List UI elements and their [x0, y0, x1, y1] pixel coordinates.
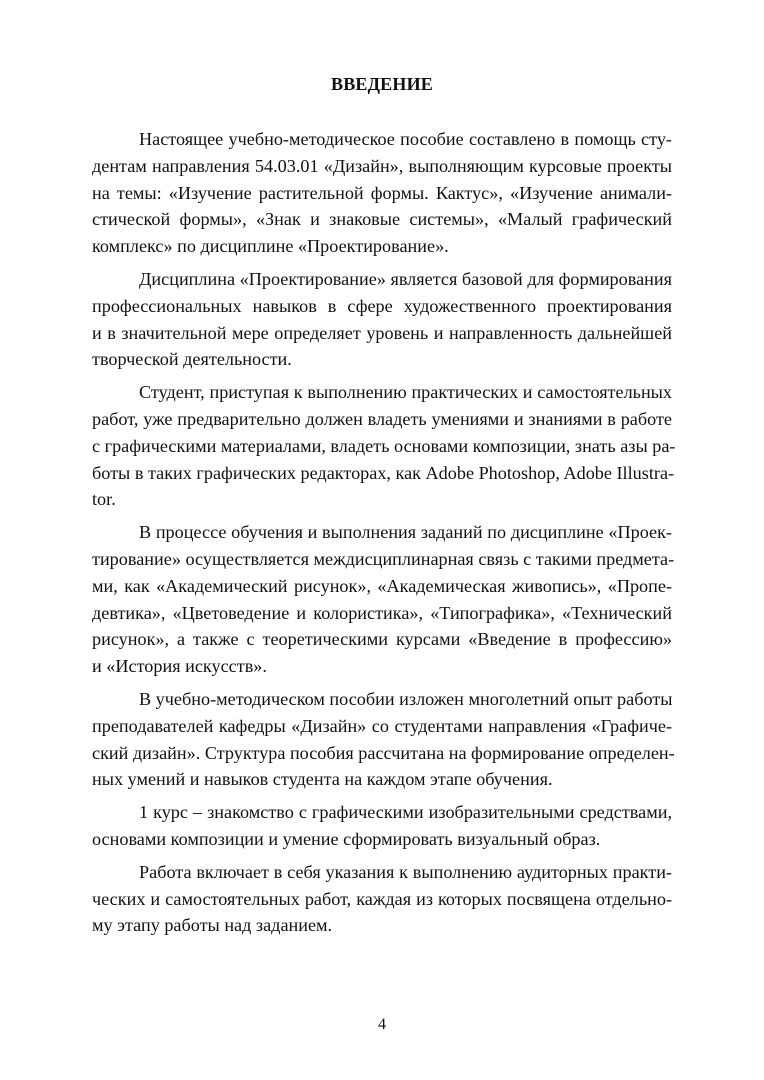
text-line: Дисциплина «Проектирование» является базовой для формирования	[139, 268, 672, 289]
text-line: девтика», «Цветоведение и колористика», «Типографика», «Технический	[92, 602, 672, 623]
text-line: дентам направления 54.03.01 «Дизайн», выполняющим курсовые проекты	[92, 155, 672, 176]
text-line: основами композиции и умение сформировать визуальный образ.	[92, 828, 601, 849]
text-line: и «История искусств».	[92, 656, 267, 677]
paragraph	[92, 126, 672, 260]
paragraph	[92, 519, 675, 680]
text-line: му этапу работы над заданием.	[92, 915, 333, 936]
text-line: стической формы», «Знак и знаковые системы», «Малый графический	[92, 209, 672, 230]
text-line: Настоящее учебно-методическое пособие составлено в помощь сту-	[139, 129, 672, 149]
paragraph	[92, 686, 675, 793]
text-line: на темы: «Изучение растительной формы. Кактус», «Изучение анимали-	[92, 182, 672, 203]
text-line: ми, как «Академический рисунок», «Академическая живопись», «Пропе-	[92, 575, 672, 596]
text-line: с графическими материалами, владеть основами композиции, знать азы ра-	[92, 435, 676, 456]
text-line: профессиональных навыков в сфере художественного проектирования	[92, 295, 672, 316]
text-line: ский дизайн». Структура пособия рассчитана на формирование определен-	[92, 742, 675, 763]
text-line: боты в таких графических редакторах, как Adobe Photoshop, Adobe Illustra-	[92, 462, 675, 483]
paragraph	[92, 379, 676, 513]
text-line: творческой деятельности.	[92, 349, 292, 370]
text-line: работ, уже предварительно должен владеть умениями и знаниями в работе	[92, 408, 672, 429]
text-line: тирование» осуществляется междисциплинарная связь с такими предмета-	[92, 548, 675, 569]
text-line: В учебно-методическом пособии изложен многолетний опыт работы	[139, 688, 673, 709]
page-number: 4	[378, 1016, 386, 1033]
body-text	[92, 126, 676, 945]
text-line: комплекс» по дисциплине «Проектирование».	[92, 236, 449, 257]
text-line: и в значительной мере определяет уровень и направленность дальнейшей	[92, 322, 672, 343]
text-line: tor.	[92, 489, 116, 510]
text-line: ческих и самостоятельных работ, каждая из которых посвящена отдельно-	[92, 888, 672, 909]
paragraph	[92, 859, 672, 939]
text-line: 1 курс – знакомство с графическими изобразительными средствами,	[139, 802, 672, 823]
paragraph	[92, 266, 672, 373]
text-line: ных умений и навыков студента на каждом этапе обучения.	[92, 769, 553, 790]
paragraph	[92, 799, 672, 853]
text-line: рисунок», а также с теоретическими курсами «Введение в профессию»	[92, 629, 672, 650]
page-title: ВВЕДЕНИЕ	[330, 74, 433, 94]
text-line: В процессе обучения и выполнения заданий по дисциплине «Проек-	[139, 522, 672, 543]
text-line: Студент, приступая к выполнению практических и самостоятельных	[139, 382, 672, 403]
text-line: Работа включает в себя указания к выполнению аудиторных практи-	[139, 861, 672, 882]
text-line: преподавателей кафедры «Дизайн» со студентами направления «Графиче-	[92, 715, 672, 736]
